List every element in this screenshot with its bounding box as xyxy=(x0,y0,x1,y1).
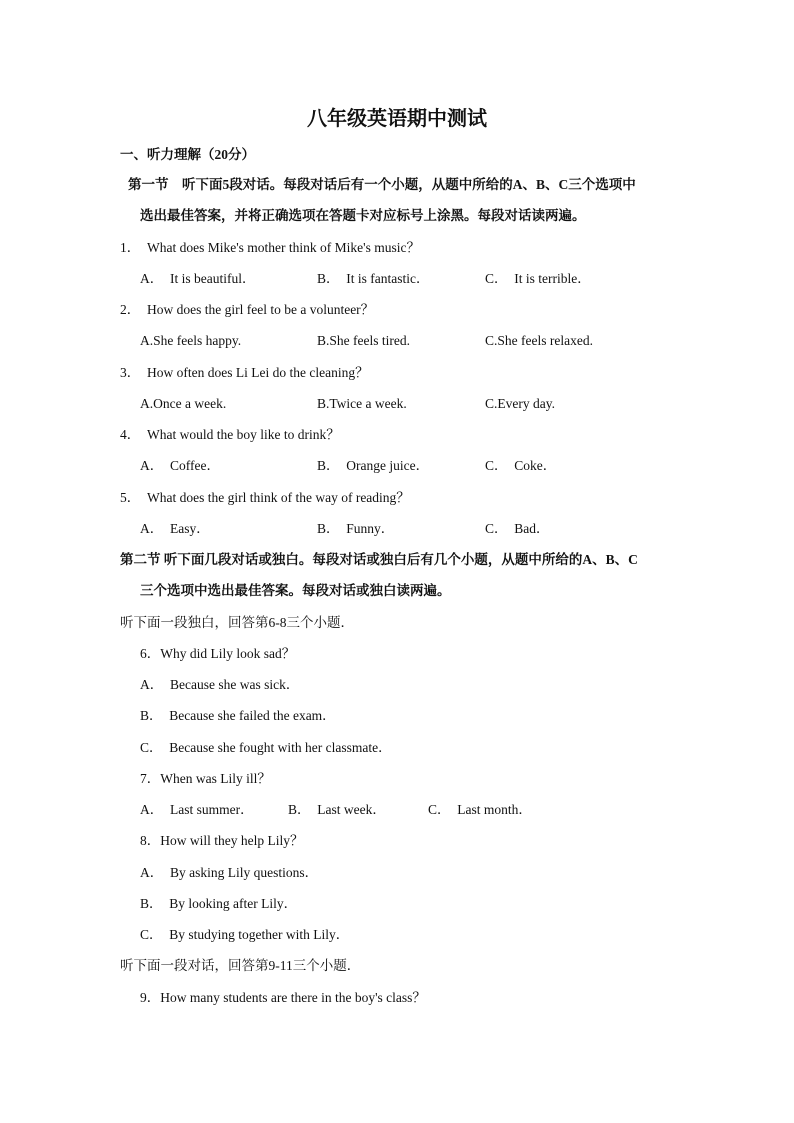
part2-intro-line1: 第二节 听下面几段对话或独白。每段对话或独白后有几个小题，从题中所给的A、B、C xyxy=(120,552,638,567)
question-4 xyxy=(120,426,340,444)
q8-option-c: C． By studying together with Lily． xyxy=(140,927,350,942)
question-number: 4． xyxy=(120,427,141,442)
q1-option-a: A． It is beautiful． xyxy=(140,271,256,286)
q3-option-c: C.Every day. xyxy=(485,396,555,411)
q7-option-c: C． Last month． xyxy=(428,802,532,817)
q4-option-c: C． Coke． xyxy=(485,458,557,473)
question-text: How does the girl feel to be a volunteer？ xyxy=(147,302,375,317)
question-number: 2． xyxy=(120,302,141,317)
question-text: What does the girl think of the way of reading？ xyxy=(147,490,410,505)
q2-option-a: A.She feels happy. xyxy=(140,333,242,348)
question-text: What would the boy like to drink？ xyxy=(147,427,340,442)
q5-option-a: A． Easy． xyxy=(140,521,210,536)
page-title: 八年级英语期中测试 xyxy=(307,108,487,130)
group1-note: 听下面一段独白，回答第6-8三个小题． xyxy=(120,615,354,630)
q7-option-b: B． Last week． xyxy=(288,802,386,817)
group2-note: 听下面一段对话，回答第9-11三个小题． xyxy=(120,958,361,973)
question-5 xyxy=(120,489,410,507)
question-7: 7．When was Lily ill？ xyxy=(140,771,271,786)
q6-option-a: A． Because she was sick． xyxy=(140,677,300,692)
part1-intro-line2: 选出最佳答案，并将正确选项在答题卡对应标号上涂黑。每段对话读两遍。 xyxy=(140,208,586,223)
question-8: 8．How will they help Lily？ xyxy=(140,833,304,848)
q4-option-b: B． Orange juice． xyxy=(317,458,430,473)
q4-option-a: A． Coffee． xyxy=(140,458,220,473)
question-2 xyxy=(120,301,374,319)
question-text: What does Mike's mother think of Mike's music？ xyxy=(147,240,420,255)
q3-option-a: A.Once a week. xyxy=(140,396,227,411)
q6-option-c: C． Because she fought with her classmate． xyxy=(140,740,392,755)
q1-option-c: C． It is terrible． xyxy=(485,271,591,286)
question-1 xyxy=(120,239,420,257)
q8-option-b: B． By looking after Lily． xyxy=(140,896,298,911)
part2-intro-line2: 三个选项中选出最佳答案。每段对话或独白读两遍。 xyxy=(140,583,451,598)
q5-option-c: C． Bad． xyxy=(485,521,550,536)
question-number: 1． xyxy=(120,240,141,255)
question-number: 3． xyxy=(120,365,141,380)
q8-option-a: A． By asking Lily questions． xyxy=(140,865,319,880)
q7-option-a: A． Last summer． xyxy=(140,802,254,817)
part1-intro-line1: 第一节 听下面5段对话。每段对话后有一个小题，从题中所给的A、B、C三个选项中 xyxy=(128,177,636,192)
q2-option-c: C.She feels relaxed. xyxy=(485,333,593,348)
q2-option-b: B.She feels tired. xyxy=(317,333,410,348)
q6-option-b: B． Because she failed the exam． xyxy=(140,708,336,723)
question-3 xyxy=(120,364,369,382)
question-text: How often does Li Lei do the cleaning？ xyxy=(147,365,369,380)
q1-option-b: B． It is fantastic． xyxy=(317,271,430,286)
question-number: 5． xyxy=(120,490,141,505)
q5-option-b: B． Funny． xyxy=(317,521,395,536)
q3-option-b: B.Twice a week. xyxy=(317,396,407,411)
question-9: 9．How many students are there in the boy's class？ xyxy=(140,990,426,1005)
question-6: 6．Why did Lily look sad？ xyxy=(140,646,296,661)
section-heading: 一、听力理解（20分） xyxy=(120,147,255,162)
